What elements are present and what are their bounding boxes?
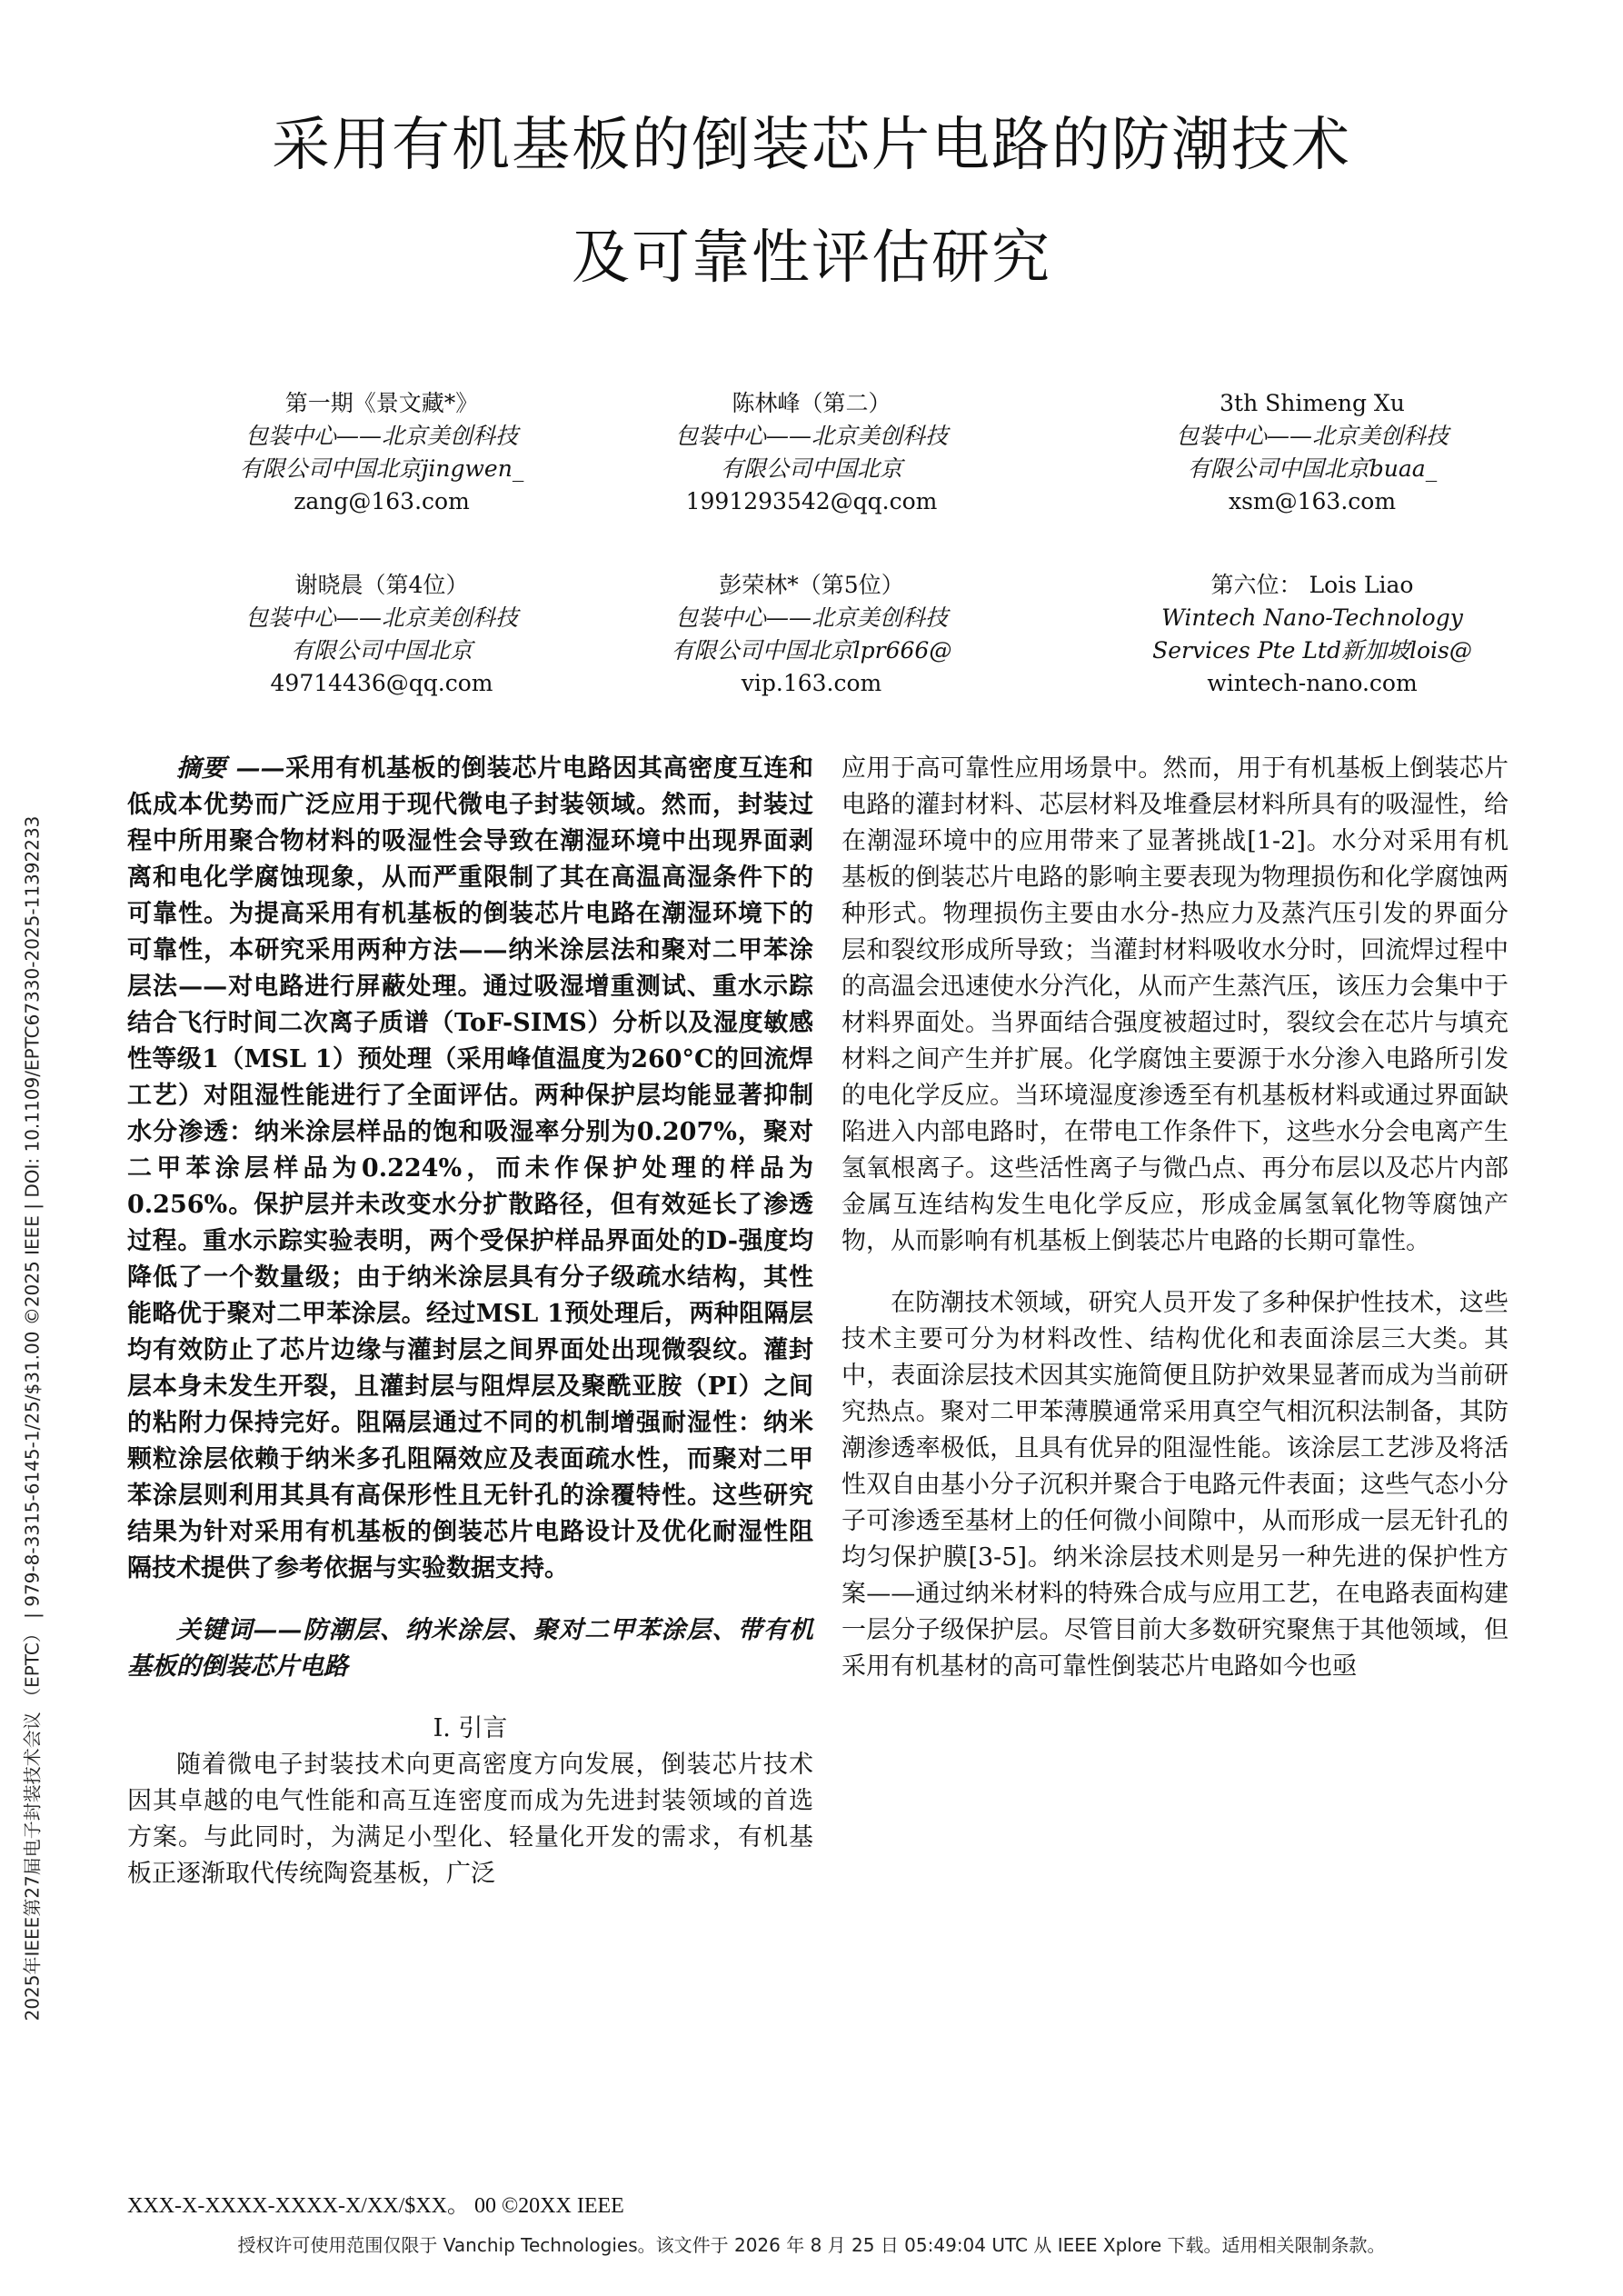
doi-sidebar	[13, 745, 49, 2091]
intro-paragraph: 随着微电子封装技术向更高密度方向发展，倒装芯片技术因其卓越的电气性能和高互连密度而成为先进封装领域的首选方案。与此同时，为满足小型化、轻量化开发的需求，有机基板正逐渐取代传统陶瓷基板，广泛	[127, 1751, 813, 1888]
author-affiliation: 包装中心——北京美创科技	[244, 423, 518, 449]
author-name: 彭荣林*（第5位）	[719, 572, 904, 598]
author-affiliation: 包装中心——北京美创科技	[1175, 423, 1449, 449]
author-affiliation: 包装中心——北京美创科技	[674, 423, 948, 449]
author-affiliation: 有限公司中国北京	[720, 455, 902, 482]
author-name: 陈林峰（第二）	[732, 390, 891, 416]
author-email: 1991293542@qq.com	[685, 488, 938, 514]
author-affiliation: 有限公司中国北京lpr666@	[671, 637, 952, 664]
author-affiliation: Services Pte Ltd新加坡lois@	[1152, 637, 1472, 664]
paper-title-line1: 采用有机基板的倒装芯片电路的防潮技术	[272, 112, 1351, 179]
paper-title-line2: 及可靠性评估研究	[572, 225, 1051, 292]
author-email: 49714436@qq.com	[270, 670, 493, 696]
author-block-5	[612, 569, 1011, 700]
abstract-text: 采用有机基板的倒装芯片电路因其高密度互连和低成本优势而广泛应用于现代微电子封装领域。然而，封装过程中所用聚合物材料的吸湿性会导致在潮湿环境中出现界面剥离和电化学腐蚀现象，从而严重限制了其在高温高湿条件下的可靠性。为提高采用有机基板的倒装芯片电路在潮湿环境下的可靠性，本研究采用两种方法——纳米涂层法和聚对二甲苯涂层法——对电路进行屏蔽处理。通过吸湿增重测试、重水示踪结合飞行时间二次离子质谱（ToF-SIMS）分析以及湿度敏感性等级1（MSL 1）预处理（采用峰值温度为260°C的回流焊工艺）对阻湿性能进行了全面评估。两种保护层均能显著抑制水分渗透：纳米涂层样品的饱和吸湿率分别为0.207%，聚对二甲苯涂层样品为0.224%，而未作保护处理的样品为0.256%。保护层并未改变水分扩散路径，但有效延长了渗透过程。重水示踪实验表明，两个受保护样品界面处的D-强度均降低了一个数量级；由于纳米涂层具有分子级疏水结构，其性能略优于聚对二甲苯涂层。经过MSL 1预处理后，两种阻隔层均有效防止了芯片边缘与灌封层之间界面处出现微裂纹。灌封层本身未发生开裂，且灌封层与阻焊层及聚酰亚胺（PI）之间的粘附力保持完好。阻隔层通过不同的机制增强耐湿性：纳米颗粒涂层依赖于纳米多孔阻隔效应及表面疏水性，而聚对二甲苯涂层则利用其具有高保形性且无针孔的涂覆特性。这些研究结果为针对采用有机基板的倒装芯片电路设计及优化耐湿性阻隔技术提供了参考依据与实验数据支持。	[127, 754, 814, 1582]
author-affiliation: 包装中心——北京美创科技	[674, 604, 948, 631]
abstract-label: 摘要 ——	[176, 754, 285, 783]
author-email: vip.163.com	[741, 670, 882, 696]
body-paragraph: 在防潮技术领域，研究人员开发了多种保护性技术，这些技术主要可分为材料改性、结构优化和表面涂层三大类。其中，表面涂层技术因其实施简便且防护效果显著而成为当前研究热点。聚对二甲苯薄膜通常采用真空气相沉积法制备，其防潮渗透率极低，且具有优异的阻湿性能。该涂层工艺涉及将活性双自由基小分子沉积并聚合于电路元件表面；这些气态小分子可渗透至基材上的任何微小间隙中，从而形成一层无针孔的均匀保护膜[3-5]。纳米涂层技术则是另一种先进的保护性方案——通过纳米材料的特殊合成与应用工艺，在电路表面构建一层分子级保护层。尽管目前大多数研究聚焦于其他领域，但采用有机基材的高可靠性倒装芯片电路如今也亟	[841, 1289, 1508, 1681]
author-name: 第六位： Lois Liao	[1210, 572, 1414, 598]
author-block-6	[1112, 569, 1512, 700]
author-name: 第一期《景文藏*》	[284, 390, 479, 416]
keywords: 关键词——防潮层、纳米涂层、聚对二甲苯涂层、带有机基板的倒装芯片电路	[127, 1616, 813, 1681]
author-affiliation: 有限公司中国北京	[290, 637, 473, 664]
body-paragraph: 应用于高可靠性应用场景中。然而，用于有机基板上倒装芯片电路的灌封材料、芯层材料及堆叠层材料所具有的吸湿性，给在潮湿环境中的应用带来了显著挑战[1-2]。水分对采用有机基板的倒装芯片电路的影响主要表现为物理损伤和化学腐蚀两种形式。物理损伤主要由水分-热应力及蒸汽压引发的界面分层和裂纹形成所导致；当灌封材料吸收水分时，回流焊过程中的高温会迅速使水分汽化，从而产生蒸汽压，该压力会集中于材料界面处。当界面结合强度被超过时，裂纹会在芯片与填充材料之间产生并扩展。化学腐蚀主要源于水分渗入电路所引发的电化学反应。当环境湿度渗透至有机基板材料或通过界面缺陷进入内部电路时，在带电工作条件下，这些水分会电离产生氢氧根离子。这些活性离子与微凸点、再分布层以及芯片内部金属互连结构发生电化学反应，形成金属氢氧化物等腐蚀产物，从而影响有机基板上倒装芯片电路的长期可靠性。	[841, 754, 1508, 1255]
footer-license-note: 授权许可使用范围仅限于 Vanchip Technologies。该文件于 2026 年 8 月 25 日 05:49:04 UTC 从 IEEE Xplore 下载。适用相关限制条款。	[237, 2234, 1386, 2256]
author-email: zang@163.com	[294, 488, 470, 514]
right-column	[841, 751, 1508, 2114]
author-block-3	[1112, 387, 1512, 518]
paper-title	[118, 89, 1505, 314]
author-affiliation: 有限公司中国北京buaa_	[1187, 455, 1438, 482]
author-email: xsm@163.com	[1228, 488, 1397, 514]
section-heading-introduction: I. 引言	[433, 1714, 508, 1742]
footer-copyright-code: XXX-X-XXXX-XXXX-X/XX/$XX。 00 ©20XX IEEE	[127, 2194, 624, 2218]
author-block-1	[182, 387, 582, 518]
author-block-2	[612, 387, 1011, 518]
author-email: wintech-nano.com	[1207, 670, 1418, 696]
left-column	[127, 751, 813, 2114]
doi-sidebar-text: 2025年IEEE第27届电子封装技术会议 （EPTC） | 979-8-3315-6145-1/25/$31.00 ©2025 IEEE | DOI: 10.1109/EPTC67330-2025-11392233	[21, 815, 44, 2021]
author-affiliation: 包装中心——北京美创科技	[244, 604, 518, 631]
abstract	[127, 751, 813, 1587]
author-name: 3th Shimeng Xu	[1220, 390, 1405, 416]
author-block-4	[182, 569, 582, 700]
author-affiliation: 有限公司中国北京jingwen_	[239, 455, 524, 482]
author-name: 谢晓晨（第4位）	[294, 572, 469, 598]
author-affiliation: Wintech Nano-Technology	[1161, 604, 1463, 631]
